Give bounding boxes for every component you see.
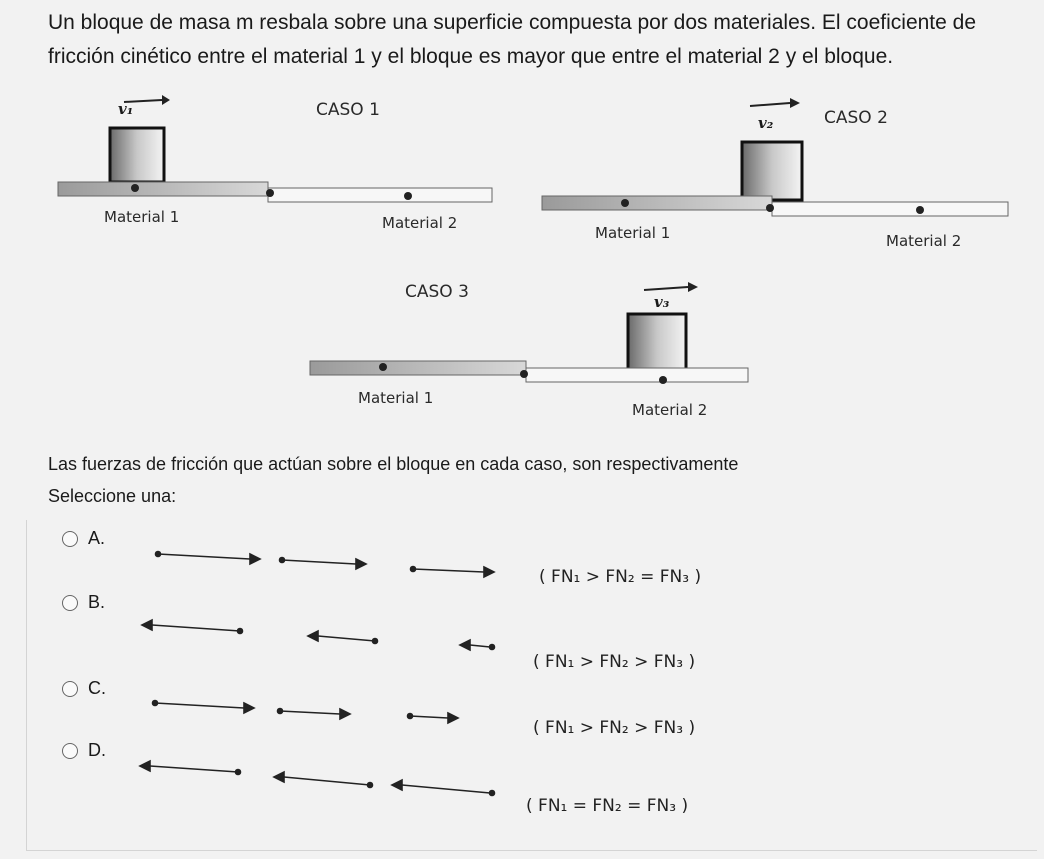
- option-b-radio[interactable]: [62, 595, 78, 611]
- case2-material2-label: Material 2: [886, 232, 962, 250]
- case3-material1-label: Material 1: [358, 389, 434, 407]
- option-c-formula: ( FN₁ > FN₂ > FN₃ ): [533, 718, 696, 738]
- case1-block: [110, 128, 164, 182]
- option-b[interactable]: [62, 592, 105, 613]
- option-b-formula: ( FN₁ > FN₂ > FN₃ ): [533, 652, 696, 672]
- option-d-formula: ( FN₁ = FN₂ = FN₃ ): [526, 796, 689, 816]
- case1-material1-label: Material 1: [104, 208, 180, 226]
- option-c[interactable]: [62, 678, 106, 699]
- option-a-letter: A.: [88, 528, 106, 548]
- case1-velocity-label: v₁: [118, 100, 134, 118]
- case2-diagram: [542, 98, 1008, 216]
- case1-title: CASO 1: [316, 100, 380, 120]
- case2-block: [742, 142, 802, 200]
- option-c-letter: C.: [88, 678, 106, 698]
- option-c-radio[interactable]: [62, 681, 78, 697]
- case2-velocity-label: v₂: [758, 114, 774, 132]
- case3-velocity-label: v₃: [654, 293, 670, 311]
- select-label: Seleccione una:: [48, 486, 177, 506]
- option-d-radio[interactable]: [62, 743, 78, 759]
- option-a-formula: ( FN₁ > FN₂ = FN₃ ): [539, 567, 702, 587]
- option-b-letter: B.: [88, 592, 106, 612]
- case2-material1-label: Material 1: [595, 224, 671, 242]
- case1-material2-label: Material 2: [382, 214, 458, 232]
- option-d-letter: D.: [88, 740, 106, 760]
- option-a-radio[interactable]: [62, 531, 78, 547]
- option-a[interactable]: [62, 528, 105, 549]
- question-prompt: Las fuerzas de fricción que actúan sobre el bloque en cada caso, son respectivamente: [48, 454, 739, 474]
- question-text: Un bloque de masa m resbala sobre una superficie compuesta por dos materiales. El coeficiente de fricción cinético entre el material 1 y el bloque es mayor que entre el material 2 y el bloque.: [48, 11, 977, 68]
- case3-material2-label: Material 2: [632, 401, 708, 419]
- case3-title: CASO 3: [405, 282, 469, 302]
- option-d[interactable]: [62, 740, 106, 761]
- case2-title: CASO 2: [824, 108, 888, 128]
- case3-block: [628, 314, 686, 372]
- case3-diagram: [310, 282, 748, 384]
